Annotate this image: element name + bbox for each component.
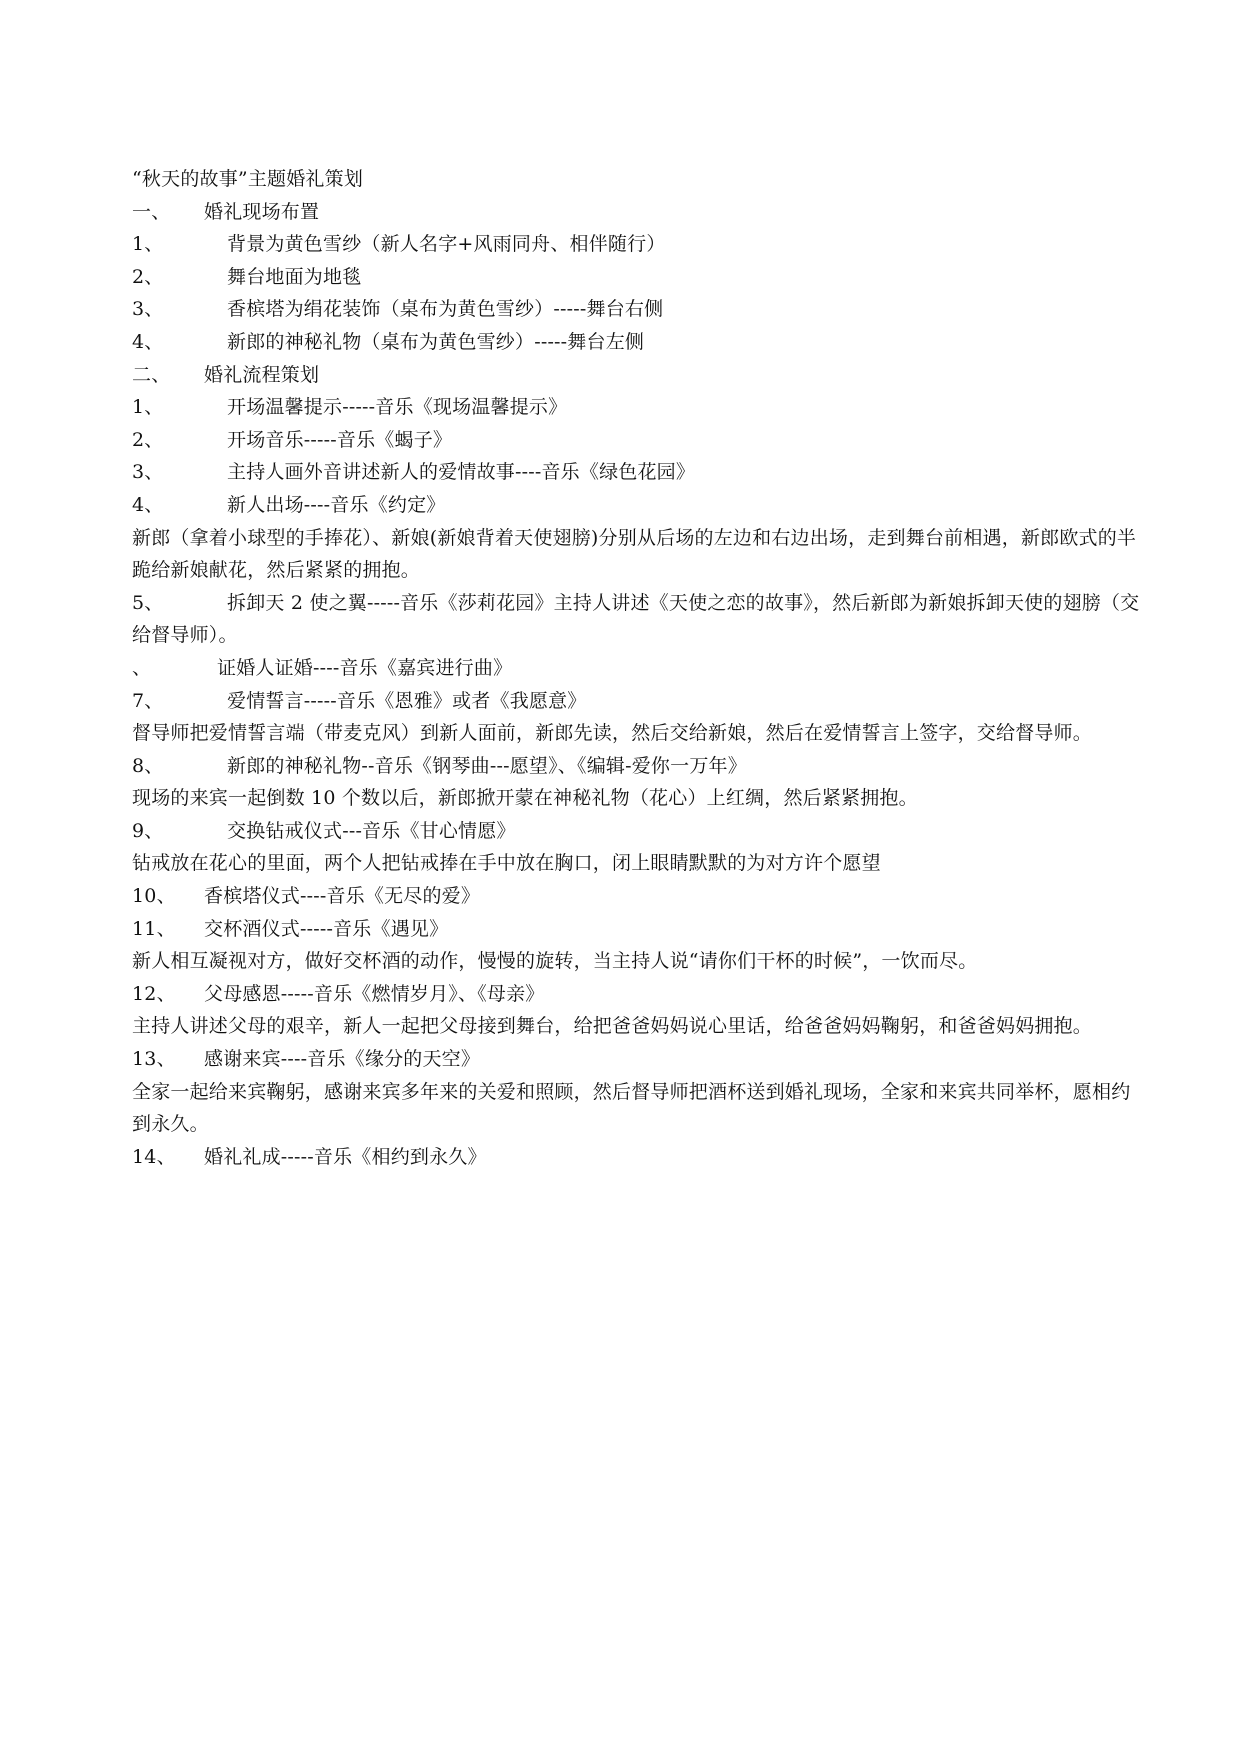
item-number: 11、: [132, 917, 176, 940]
item-number: 10、: [132, 885, 176, 908]
list-item: [132, 228, 1142, 261]
item-text: 婚礼礼成-----音乐《相约到永久》: [204, 1145, 487, 1168]
item-detail: 新郎（拿着小球型的手捧花）、新娘(新娘背着天使翅膀)分别从后场的左边和右边出场，走到舞台前相遇，新郎欧式的半跪给新娘献花，然后紧紧的拥抱。: [132, 526, 1137, 582]
item-number: 9、: [132, 819, 164, 842]
section-heading-text: 婚礼流程策划: [204, 363, 320, 386]
item-number: 5、: [132, 591, 164, 614]
item-text: 香槟塔仪式----音乐《无尽的爱》: [204, 885, 481, 908]
item-text: 新郎的神秘礼物（桌布为黄色雪纱）-----舞台左侧: [227, 330, 645, 353]
list-item: [132, 978, 1142, 1011]
item-detail: 督导师把爱情誓言端（带麦克风）到新人面前，新郎先读，然后交给新娘，然后在爱情誓言上签字，交给督导师。: [132, 722, 1093, 745]
item-detail: 钻戒放在花心的里面，两个人把钻戒捧在手中放在胸口，闭上眼睛默默的为对方许个愿望: [132, 852, 881, 875]
item-text: 开场温馨提示-----音乐《现场温馨提示》: [227, 396, 568, 419]
list-item: [132, 261, 1142, 294]
list-item: [132, 685, 1142, 718]
list-item: [132, 326, 1142, 359]
list-item: [132, 587, 1142, 652]
item-text: 香槟塔为绢花装饰（桌布为黄色雪纱）-----舞台右侧: [227, 298, 664, 321]
item-number: 4、: [132, 330, 164, 353]
list-item: [132, 880, 1142, 913]
list-item: [132, 815, 1142, 848]
item-number: 2、: [132, 265, 164, 288]
item-text: 感谢来宾----音乐《缘分的天空》: [204, 1048, 481, 1071]
item-text: 新人出场----音乐《约定》: [227, 493, 446, 516]
item-number: 3、: [132, 461, 164, 484]
item-number: 3、: [132, 298, 164, 321]
item-number: 13、: [132, 1048, 176, 1071]
section-heading: [132, 359, 1142, 392]
item-number: 2、: [132, 428, 164, 451]
item-number: 8、: [132, 754, 164, 777]
section-heading-text: 婚礼现场布置: [204, 200, 320, 223]
item-text: 新郎的神秘礼物--音乐《钢琴曲---愿望》、《编辑-爱你一万年》: [227, 754, 747, 777]
item-text: 证婚人证婚----音乐《嘉宾进行曲》: [217, 656, 513, 679]
item-text: 拆卸天 2 使之翼-----音乐《莎莉花园》主持人讲述《天使之恋的故事》，然后新郎为新娘拆卸天使的翅膀（交给督导师）。: [132, 591, 1140, 647]
item-number: 1、: [132, 396, 164, 419]
list-item: [132, 424, 1142, 457]
item-text: 交杯酒仪式-----音乐《遇见》: [204, 917, 449, 940]
item-number: 7、: [132, 689, 164, 712]
item-text: 开场音乐-----音乐《蝎子》: [227, 428, 453, 451]
item-number: 1、: [132, 233, 164, 256]
list-item: [132, 1043, 1142, 1076]
item-text: 背景为黄色雪纱（新人名字+风雨同舟、相伴随行）: [227, 233, 666, 256]
section-heading: [132, 196, 1142, 229]
item-text: 父母感恩-----音乐《燃情岁月》、《母亲》: [204, 982, 545, 1005]
item-text: 爱情誓言-----音乐《恩雅》或者《我愿意》: [227, 689, 587, 712]
list-item: [132, 913, 1142, 946]
list-item: [132, 1141, 1142, 1174]
item-text: 舞台地面为地毯: [227, 265, 362, 288]
item-number: 14、: [132, 1145, 176, 1168]
section-number: 一、: [132, 200, 171, 223]
item-text: 主持人画外音讲述新人的爱情故事----音乐《绿色花园》: [227, 461, 696, 484]
list-item: [132, 293, 1142, 326]
list-item: [132, 750, 1142, 783]
document-title: “秋天的故事”主题婚礼策划: [132, 168, 364, 190]
item-text: 交换钻戒仪式---音乐《甘心情愿》: [227, 819, 516, 842]
list-item: [132, 652, 1142, 685]
item-detail: 现场的来宾一起倒数 10 个数以后，新郎掀开蒙在神秘礼物（花心）上红绸，然后紧紧拥抱。: [132, 787, 918, 810]
item-detail: 全家一起给来宾鞠躬，感谢来宾多年来的关爱和照顾，然后督导师把酒杯送到婚礼现场，全家和来宾共同举杯，愿相约到永久。: [132, 1080, 1131, 1136]
item-number: 4、: [132, 493, 164, 516]
list-item: [132, 489, 1142, 522]
document-body: [132, 163, 1142, 1173]
list-item: [132, 391, 1142, 424]
list-item: [132, 456, 1142, 489]
item-number: 12、: [132, 982, 176, 1005]
item-number: 、: [132, 656, 152, 679]
section-number: 二、: [132, 363, 171, 386]
item-detail: 新人相互凝视对方，做好交杯酒的动作，慢慢的旋转，当主持人说“请你们干杯的时候”，一饮而尽。: [132, 950, 978, 973]
item-detail: 主持人讲述父母的艰辛，新人一起把父母接到舞台，给把爸爸妈妈说心里话，给爸爸妈妈鞠躬，和爸爸妈妈拥抱。: [132, 1015, 1093, 1038]
